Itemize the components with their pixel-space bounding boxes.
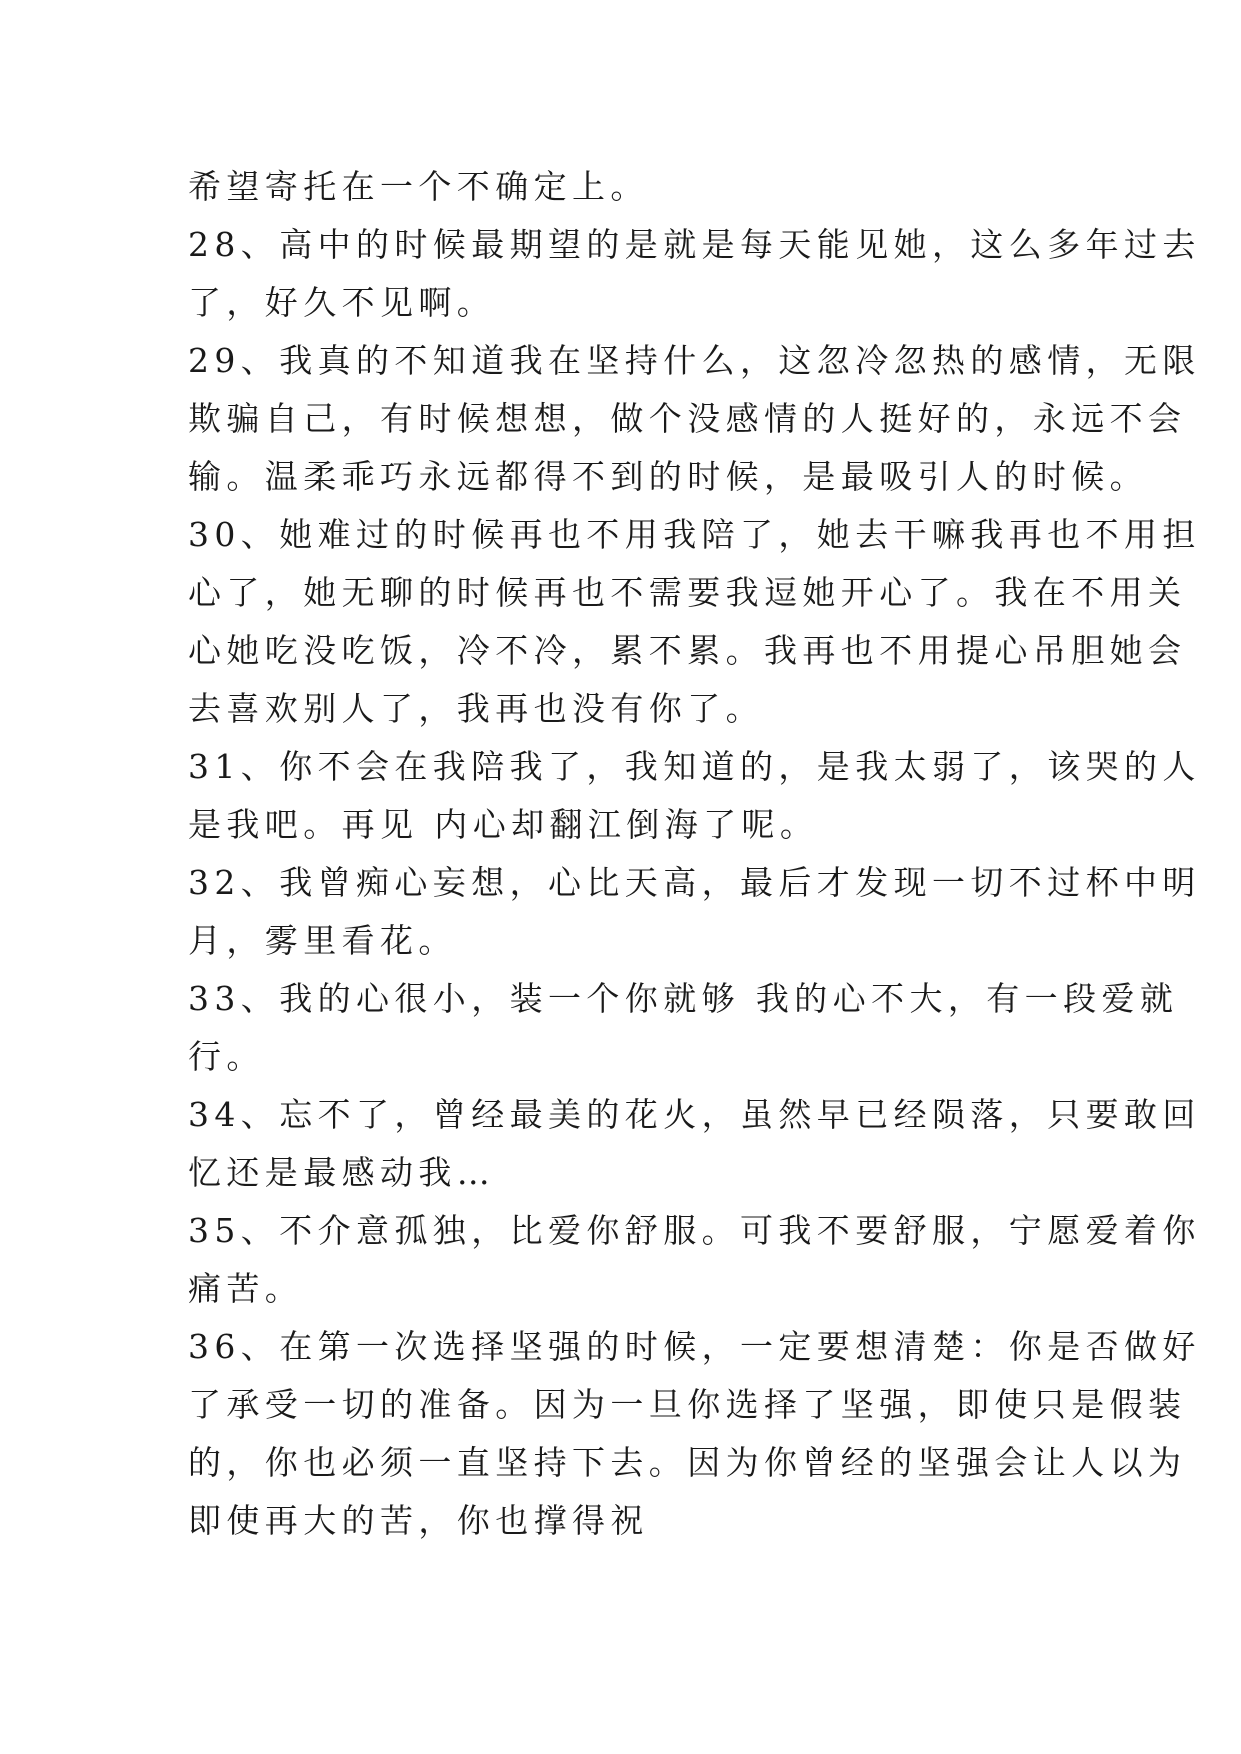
text-line: 了，好久不见啊。 bbox=[188, 283, 496, 322]
text-line: 36、在第一次选择坚强的时候，一定要想清楚：你是否做好 bbox=[188, 1327, 1201, 1366]
text-line: 即使再大的苦，你也撑得祝 bbox=[188, 1501, 649, 1540]
text-line: 是我吧。再见 内心却翻江倒海了呢。 bbox=[188, 805, 819, 844]
text-line: 欺骗自己，有时候想想，做个没感情的人挺好的，永远不会 bbox=[188, 399, 1187, 438]
document-body bbox=[188, 158, 1201, 1550]
text-line: 月，雾里看花。 bbox=[188, 921, 457, 960]
text-line: 33、我的心很小，装一个你就够 我的心不大，有一段爱就 bbox=[188, 979, 1179, 1018]
text-line: 的，你也必须一直坚持下去。因为你曾经的坚强会让人以为 bbox=[188, 1443, 1187, 1482]
text-line: 心了，她无聊的时候再也不需要我逗她开心了。我在不用关 bbox=[188, 573, 1187, 612]
text-line: 忆还是最感动我… bbox=[188, 1153, 496, 1192]
text-line: 了承受一切的准备。因为一旦你选择了坚强，即使只是假装 bbox=[188, 1385, 1187, 1424]
text-line: 输。温柔乖巧永远都得不到的时候，是最吸引人的时候。 bbox=[188, 457, 1148, 496]
text-line: 行。 bbox=[188, 1037, 265, 1076]
text-line: 29、我真的不知道我在坚持什么，这忽冷忽热的感情，无限 bbox=[188, 341, 1201, 380]
text-line: 31、你不会在我陪我了，我知道的，是我太弱了，该哭的人 bbox=[188, 747, 1201, 786]
text-line: 心她吃没吃饭，冷不冷，累不累。我再也不用提心吊胆她会 bbox=[188, 631, 1187, 670]
text-line: 希望寄托在一个不确定上。 bbox=[188, 167, 649, 206]
text-line: 32、我曾痴心妄想，心比天高，最后才发现一切不过杯中明 bbox=[188, 863, 1201, 902]
text-line: 去喜欢别人了，我再也没有你了。 bbox=[188, 689, 764, 728]
text-line: 28、高中的时候最期望的是就是每天能见她，这么多年过去 bbox=[188, 225, 1201, 264]
text-line: 35、不介意孤独，比爱你舒服。可我不要舒服，宁愿爱着你 bbox=[188, 1211, 1201, 1250]
text-line: 痛苦。 bbox=[188, 1269, 304, 1308]
text-line: 34、忘不了，曾经最美的花火，虽然早已经陨落，只要敢回 bbox=[188, 1095, 1201, 1134]
text-line: 30、她难过的时候再也不用我陪了，她去干嘛我再也不用担 bbox=[188, 515, 1201, 554]
